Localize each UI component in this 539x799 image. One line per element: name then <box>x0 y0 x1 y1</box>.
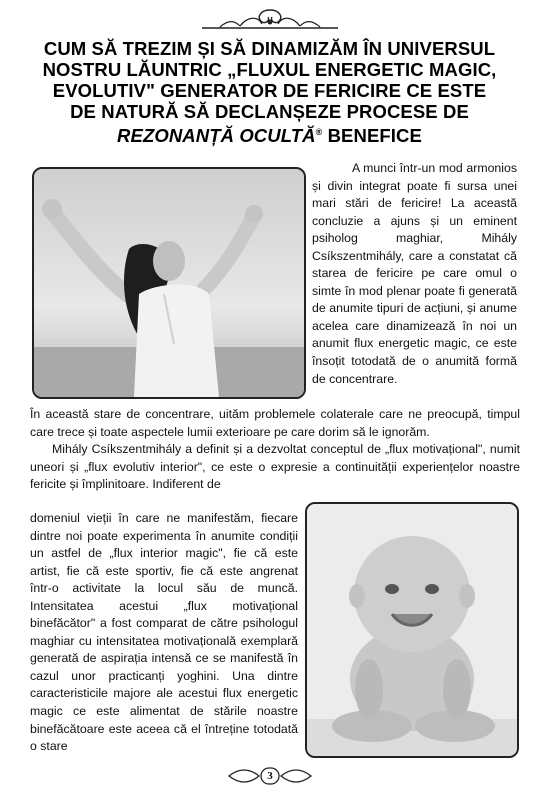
title-italic-phrase: REZONANȚĂ OCULTĂ <box>117 125 316 147</box>
article-column-right <box>312 160 517 388</box>
baby-photo <box>305 502 519 758</box>
article-title <box>20 38 519 146</box>
paragraph: În această stare de concentrare, uităm problemele colaterale care ne preocupă, timpul care trece și toate aspectele lumii exterioare pe care dorim să le ignorăm. <box>30 407 520 439</box>
paragraph: Mihály Csíkszentmihály a definit și a dezvoltat conceptul de „flux motivațional", numit uneori și „flux evolutiv interior", ce este o expresie a continuității experiențelor noastre fericite și împlinitoare. Indiferent de <box>30 442 520 492</box>
article-column-left <box>30 510 298 756</box>
woman-arms-raised-image <box>34 169 304 397</box>
top-ornament-icon <box>200 6 340 34</box>
article-full-width <box>30 406 520 494</box>
registered-mark: ® <box>315 127 323 137</box>
smiling-baby-image <box>307 504 517 756</box>
title-line: CUM SĂ TREZIM ȘI SĂ DINAMIZĂM ÎN UNIVERSUL <box>43 38 496 59</box>
woman-photo <box>32 167 306 399</box>
title-line: DE NATURĂ SĂ DECLANȘEZE PROCESE DE <box>70 101 469 122</box>
title-line: EVOLUTIV" GENERATOR DE FERICIRE CE ESTE <box>52 80 487 101</box>
title-line <box>20 122 519 146</box>
paragraph: A munci într-un mod armonios și divin integrat poate fi sursa unei mari stări de fericire! La această concluzie a ajuns și un eminent psiholog maghiar, Mihály Csíkszentmihály, care a constatat că starea de fericire pe care omul o simte în mod plenar poate fi generată de anumite tipuri de acțiuni, și anume acelea care dinamizează în noi un anumit flux energetic magic, ce este însoțit totodată de o anumită formă de concentrare. <box>312 161 517 386</box>
title-line-end: BENEFICE <box>322 125 422 147</box>
title-line: NOSTRU LĂUNTRIC „FLUXUL ENERGETIC MAGIC, <box>42 59 497 80</box>
page-number: 3 <box>267 770 273 782</box>
paragraph: domeniul vieții în care ne manifestăm, fiecare dintre noi poate experimenta în anumite condiții un astfel de „flux interior magic", fie că este artist, fie că este sportiv, fie că este angrenat într-o activitate la locul său de muncă. Intensitatea acestui „flux motivațional binefăcător" a fost comparat de către psihologul maghiar cu intensitatea motivațională exemplară generată de aspirația intensă ce se manifestă în cazul unor practicanți yoghini. Una dintre caracteristicile majore ale acestui flux energetic magic ce este alimentat de stările noastre binefăcătoare este aceea că el întreține totodată o stare <box>30 511 298 754</box>
